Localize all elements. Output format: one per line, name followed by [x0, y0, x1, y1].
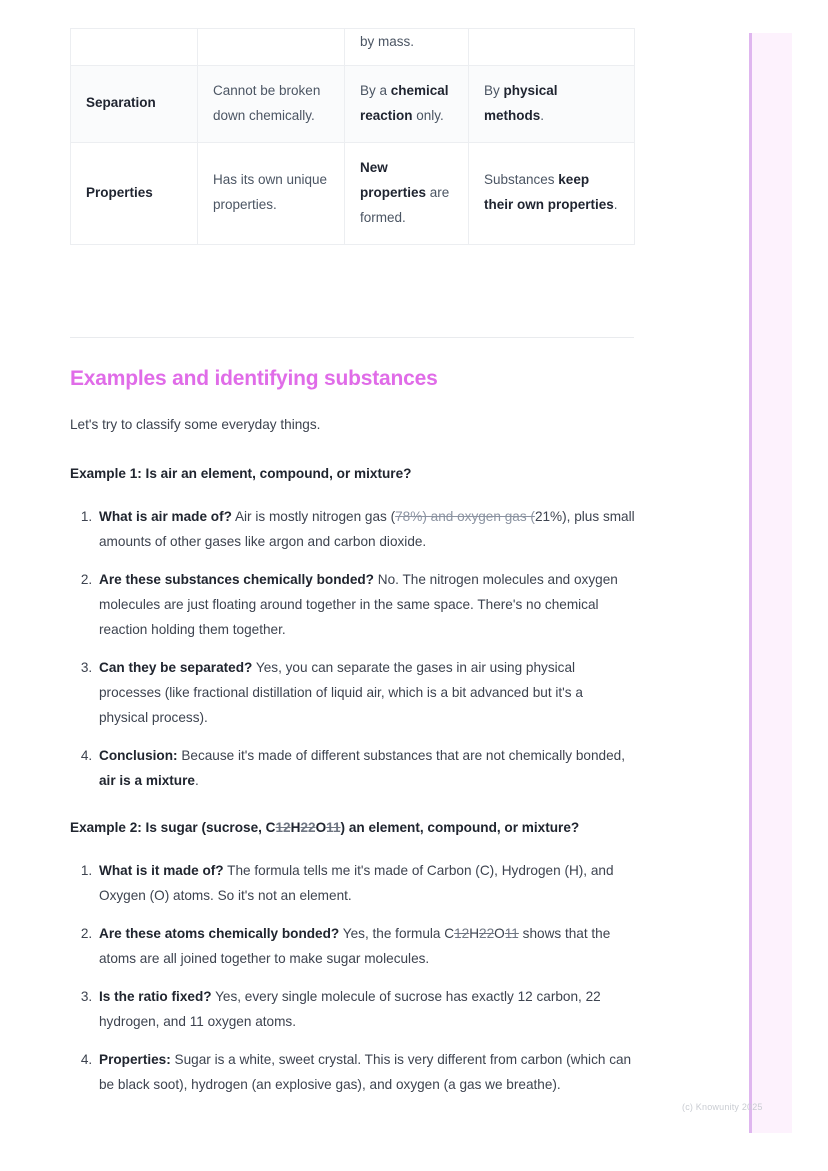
formula-h: H [290, 820, 301, 835]
table-row [71, 66, 635, 143]
table-row [71, 142, 635, 244]
item-text: Because it's made of different substances that are not chemically bonded, [177, 748, 625, 763]
example2-heading [70, 815, 635, 840]
cell-rowhead [71, 29, 198, 66]
formula-subscript: 12 [275, 820, 291, 835]
item-label: Are these atoms chemically bonded? [99, 926, 340, 941]
cell-compound: by mass. [345, 29, 469, 66]
formula-o: O [494, 926, 505, 941]
cell-element: Has its own unique properties. [198, 142, 345, 244]
example1-list [70, 504, 635, 793]
cell-compound [345, 142, 469, 244]
list-item [96, 567, 635, 642]
table-row [71, 29, 635, 66]
right-accent-band [752, 33, 792, 1133]
cell-mixture [469, 142, 635, 244]
cell-compound [345, 66, 469, 143]
formula-subscript: 22 [479, 926, 495, 941]
cell-mixture [469, 29, 635, 66]
formula-subscript: 11 [326, 820, 341, 835]
item-text-post: . [194, 773, 199, 788]
list-item [96, 921, 635, 971]
item-label: Can they be separated? [99, 660, 253, 675]
item-label: Is the ratio fixed? [99, 989, 212, 1004]
list-item [96, 858, 635, 908]
page-title: Examples and identifying substances [70, 367, 438, 390]
copyright-watermark: (c) Knowunity 2025 [682, 1102, 763, 1112]
cell-text-pre: By [484, 83, 504, 98]
heading-text-post: ) an element, compound, or mixture? [340, 820, 580, 835]
item-struck-text: 78%) and oxygen gas ( [395, 509, 535, 524]
cell-mixture [469, 66, 635, 143]
item-text: Yes, the formula C [339, 926, 455, 941]
cell-rowhead: Properties [71, 142, 198, 244]
item-text-post: shows that the atoms are all joined together to make sugar molecules. [99, 926, 611, 966]
cell-text-post: . [540, 107, 545, 123]
cell-text-post: only. [412, 107, 444, 123]
cell-text-bold: chemical reaction [360, 83, 449, 123]
formula-o: O [315, 820, 327, 835]
cell-text-bold: physical methods [484, 83, 558, 123]
example1-heading: Example 1: Is air an element, compound, or mixture? [70, 466, 412, 481]
formula-subscript: 11 [504, 926, 519, 941]
example2-list [70, 858, 635, 1097]
content-body [70, 412, 635, 1119]
cell-text-post: . [613, 197, 618, 213]
item-label: What is air made of? [99, 509, 232, 524]
item-label: Are these substances chemically bonded? [99, 572, 374, 587]
cell-text-pre: Substances [484, 172, 559, 188]
lead-paragraph: Let's try to classify some everyday things. [70, 417, 321, 432]
item-label: Conclusion: [99, 748, 178, 763]
heading-text-pre: Example 2: Is sugar (sucrose, C [70, 820, 276, 835]
list-item [96, 984, 635, 1034]
item-label: What is it made of? [99, 863, 224, 878]
list-item [96, 1047, 635, 1097]
cell-text-bold: New properties [360, 159, 427, 200]
cell-element [198, 29, 345, 66]
item-text: No. The nitrogen molecules and oxygen molecules are just floating around together in the same space. There's no chemical reaction holding them together. [99, 572, 618, 637]
item-text: The formula tells me it's made of Carbon (C), Hydrogen (H), and Oxygen (O) atoms. So it's not an element. [99, 863, 614, 903]
list-item [96, 655, 635, 730]
item-text-cont: 21%), plus small amounts of other gases like argon and carbon dioxide. [99, 509, 635, 549]
cell-rowhead: Separation [71, 66, 198, 143]
cell-text-bold: keep their own properties [484, 172, 614, 213]
item-text: Air is mostly nitrogen gas ( [231, 509, 396, 524]
cell-element: Cannot be broken down chemically. [198, 66, 345, 143]
item-text: Yes, every single molecule of sucrose has exactly 12 carbon, 22 hydrogen, and 11 oxygen atoms. [99, 989, 601, 1029]
formula-h: H [469, 926, 480, 941]
comparison-table [70, 28, 635, 245]
formula-subscript: 12 [454, 926, 470, 941]
cell-text-pre: By a [360, 83, 391, 98]
section-divider [70, 337, 634, 338]
cell-text-post: are formed. [360, 184, 450, 225]
list-item [96, 743, 635, 793]
item-text: Yes, you can separate the gases in air using physical processes (like fractional distillation of liquid air, which is a bit advanced but it's a physical process). [99, 660, 583, 725]
item-text-bold: air is a mixture [99, 773, 195, 788]
item-text: Sugar is a white, sweet crystal. This is very different from carbon (which can be black soot), hydrogen (an explosive gas), and oxygen (a gas we breathe). [99, 1052, 632, 1092]
formula-subscript: 22 [300, 820, 316, 835]
item-label: Properties: [99, 1052, 171, 1067]
list-item [96, 504, 635, 554]
